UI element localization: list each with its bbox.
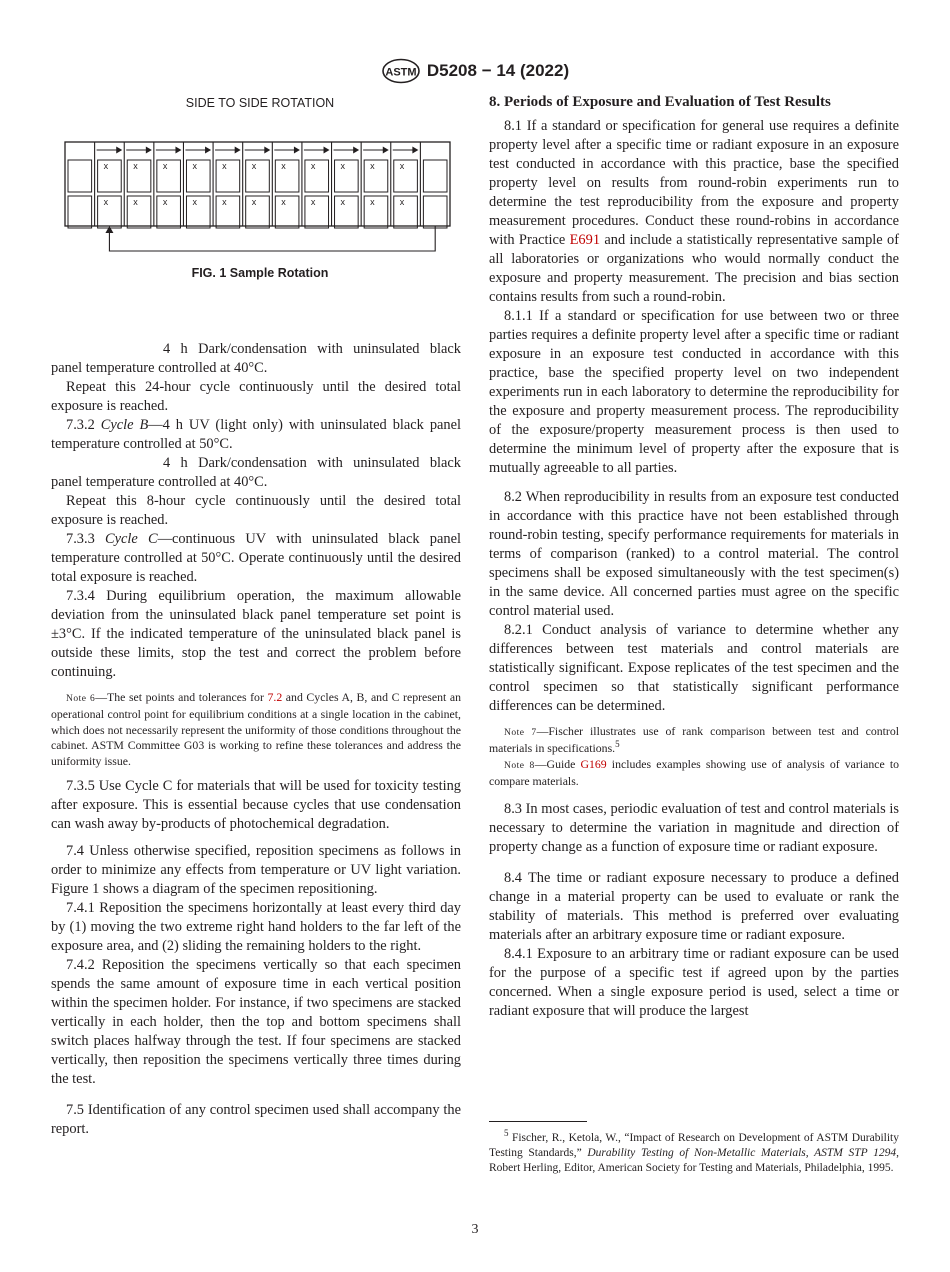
specimen-slot	[157, 196, 181, 228]
specimen-mark: x	[340, 161, 346, 171]
link-e691[interactable]: E691	[569, 232, 601, 248]
paragraph: 8.1.1 If a standard or specification for use between two or three parties requires a definite property level after a specific time or radiant exposure in an exposure test conducted in accordance with this practice, base the specified property level on two independent experiments run in each laboratory to determine the reproducibility for the exposure and property measurement process. The reproducibility of the exposure/property measurement process is then used to determine the minimum level of property after the exposure that is mutually agreeable to all parties.	[489, 308, 899, 476]
rotation-arrow-head	[264, 147, 270, 154]
specimen-slot	[275, 160, 299, 192]
specimen-mark: x	[162, 197, 168, 207]
footnote-divider	[489, 1121, 587, 1122]
specimen-mark: x	[222, 197, 227, 207]
specimen-slot	[186, 160, 210, 192]
specimen-slot	[216, 160, 240, 192]
paragraph: 7.4 Unless otherwise specified, reposition specimens as follows in order to minimize any effects from temperature or UV light variation. Figure 1 shows a diagram of the specimen repositioning.	[51, 843, 461, 898]
specimen-slot	[335, 160, 359, 192]
paragraph: Repeat this 24-hour cycle continuously until the desired total exposure is reached.	[51, 379, 461, 414]
specimen-slot	[246, 160, 270, 192]
specimen-slot	[157, 160, 181, 192]
paragraph: 7.3.5 Use Cycle C for materials that will be used for toxicity testing after exposure. This is essential because cycles that use condensation can wash away by-products of photochemical degradation.	[51, 778, 461, 833]
specimen-slot	[98, 196, 122, 228]
specimen-mark: x	[281, 197, 286, 207]
paragraph: 8.4.1 Exposure to an arbitrary time or radiant exposure can be used for the purpose of a specific test if agreed upon by the parties concerned. When a single exposure period is used, select a time or radiant exposure that will produce the largest	[489, 945, 899, 1019]
paragraph: 7.3.4 During equilibrium operation, the maximum allowable deviation from the uninsulated black panel temperature set point is ±3°C. If the indicated temperature of the uninsulated black panel is outside these limits, stop the test and correct the problem before continuing.	[51, 588, 461, 680]
rotation-arrow-head	[412, 147, 418, 154]
page-header	[0, 58, 950, 84]
figure-title: SIDE TO SIDE ROTATION	[185, 96, 335, 110]
specimen-mark: x	[370, 161, 375, 171]
paragraph: 7.3.3 Cycle C—continuous UV with uninsulated black panel temperature controlled at 50°C. Operate continuously until the desired total exposure is reached.	[51, 531, 461, 585]
note-8: Note 8—Guide G169 includes examples showing use of analysis of variance to compare materials.	[489, 756, 899, 789]
specimen-slot	[305, 196, 329, 228]
figure-caption: FIG. 1 Sample Rotation	[191, 266, 329, 280]
footnote: $^5$ Fischer, R., Ketola, W., “Impact of Research on Development of ASTM Durability Testing Standards,” Durability Testing of Non-Metallic Materials, ASTM STP 1294, Robert Herling, Editor, American Society for Testing and Materials, Philadelphia, 1995.	[489, 1128, 899, 1174]
specimen-mark: x	[162, 161, 168, 171]
paragraph: 8.3 In most cases, periodic evaluation of test and control materials is necessary to determine the variation in magnitude and direction of property change as a function of exposure time or radiant exposure.	[489, 800, 899, 855]
specimen-mark: x	[281, 161, 286, 171]
link-section-7-2[interactable]: 7.2	[267, 690, 283, 704]
paragraph: 7.4.1 Reposition the specimens horizontally at least every third day by (1) moving the two extreme right hand holders to the far left of the exposure area, and (2) sliding the remaining holders to the right.	[51, 900, 461, 955]
rotation-arrow-head	[294, 147, 300, 154]
rotation-arrow-head	[383, 147, 389, 154]
specimen-mark: x	[103, 197, 109, 207]
specimen-slot	[423, 160, 447, 192]
figure-sample-rotation	[60, 96, 460, 280]
specimen-slot	[364, 160, 388, 192]
paragraph: 7.5 Identification of any control specimen used shall accompany the report.	[51, 1102, 461, 1138]
specimen-mark: x	[133, 197, 138, 207]
link-g169[interactable]: G169	[580, 756, 607, 771]
specimen-mark: x	[310, 161, 316, 171]
specimen-slot	[186, 196, 210, 228]
specimen-mark: x	[192, 161, 197, 171]
cabinet-frame	[65, 142, 450, 226]
paragraph: 4 h Dark/condensation with uninsulated black panel temperature controlled at 40°C.	[51, 341, 461, 376]
specimen-slot	[127, 196, 151, 228]
specimen-slot	[305, 160, 329, 192]
specimen-slot	[98, 160, 122, 192]
paragraph: 8.4 The time or radiant exposure necessary to produce a defined change in a material property can be used to evaluate or rank the stability of materials. This method is preferred over evaluating materials after an arbitrary exposure time or radiant exposure.	[489, 869, 899, 943]
specimen-mark: x	[399, 197, 405, 207]
page-number: 3	[471, 1222, 479, 1237]
paragraph: 4 h Dark/condensation with uninsulated black panel temperature controlled at 40°C.	[51, 455, 461, 490]
paragraph: 8.1 If a standard or specification for general use requires a definite property level after a specific time or radiant exposure in an exposure test conducted in accordance with this practice, base the specified property level on results from round-robin experiments run to determine the test reproducibility from the exposure and property measurement procedures. Conduct these round-robins in accordance with Practice E691 and include a statistically representative sample of all laboratories or organizations who would normally conduct the exposure and property measurement. The precision and bias section contains results from such a round-robin.	[489, 118, 900, 305]
right-column	[489, 93, 899, 1021]
specimen-mark: x	[340, 197, 346, 207]
specimen-slot	[246, 196, 270, 228]
rotation-arrow-head	[175, 147, 181, 154]
rotation-arrow-head	[205, 147, 211, 154]
specimen-slot	[423, 196, 447, 228]
specimen-mark: x	[370, 197, 375, 207]
return-arrow-head	[105, 226, 113, 233]
note-7: Note 7—Fischer illustrates use of rank comparison between test and control materials in specifications.$^5$	[489, 724, 900, 756]
specimen-mark: x	[399, 161, 405, 171]
note-6: Note 6—The set points and tolerances for 7.2 and Cycles A, B, and C represent an operational control point for equilibrium conditions at a single location in the cabinet, which does not necessarily represent the uniformity of those conditions throughout the cabinet. ASTM Committee G03 is working to refine these tolerances and address the uniformity issue.	[51, 690, 461, 768]
specimen-mark: x	[251, 197, 257, 207]
specimen-slot	[68, 196, 92, 228]
paragraph: 8.2.1 Conduct analysis of variance to determine whether any differences between test materials and control materials are statistically significant. Expose replicates of the test specimen and the control specimen so that statistically significant performance differences can be determined.	[489, 622, 899, 714]
paragraph: 8.2 When reproducibility in results from an exposure test conducted in accordance with this practice have not been established through round-robin testing, specify performance requirements for materials in terms of comparison (ranked) to a control material. The control specimens shall be exposed simultaneously with the test specimen(s) in the same device. All concerned parties must agree on the specific control material used.	[489, 489, 899, 619]
specimen-slot	[335, 196, 359, 228]
section-heading: 8. Periods of Exposure and Evaluation of Test Results	[489, 94, 831, 110]
specimen-slot	[364, 196, 388, 228]
rotation-arrow-head	[235, 147, 241, 154]
standard-designation: D5208 − 14 (2022)	[426, 61, 570, 80]
specimen-mark: x	[192, 197, 197, 207]
return-path-line	[109, 226, 435, 251]
left-column	[51, 340, 461, 1139]
svg-text:ASTM: ASTM	[385, 66, 417, 79]
specimen-slot	[275, 196, 299, 228]
specimen-mark: x	[251, 161, 257, 171]
rotation-diagram	[60, 114, 460, 259]
specimen-slot	[127, 160, 151, 192]
paragraph: 7.3.2 Cycle B—4 h UV (light only) with uninsulated black panel temperature controlled at 50°C.	[51, 417, 461, 452]
specimen-slot	[216, 196, 240, 228]
rotation-arrow-head	[353, 147, 359, 154]
specimen-mark: x	[103, 161, 109, 171]
specimen-mark: x	[310, 197, 316, 207]
paragraph: Repeat this 8-hour cycle continuously until the desired total exposure is reached.	[51, 493, 461, 528]
rotation-arrow-head	[324, 147, 330, 154]
astm-logo-icon	[381, 58, 421, 84]
rotation-arrow-head	[116, 147, 122, 154]
paragraph: 7.4.2 Reposition the specimens vertically so that each specimen spends the same amount of exposure time in each vertical position within the specimen holder. For instance, if two specimens are stacked vertically in each holder, then the top and bottom specimens shall switch places halfway through the test. If four specimens are stacked vertically, then reposition the specimens vertically three times during the test.	[51, 957, 461, 1088]
specimen-slot	[394, 160, 418, 192]
specimen-mark: x	[222, 161, 227, 171]
rotation-arrow-head	[146, 147, 152, 154]
specimen-mark: x	[133, 161, 138, 171]
specimen-slot	[68, 160, 92, 192]
specimen-slot	[394, 196, 418, 228]
